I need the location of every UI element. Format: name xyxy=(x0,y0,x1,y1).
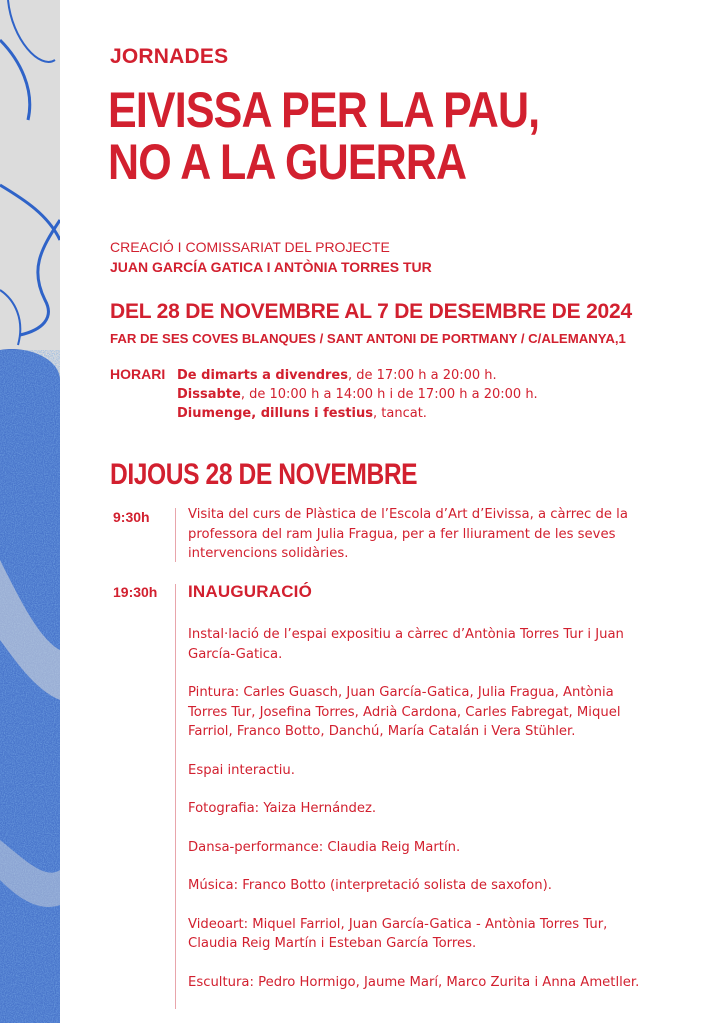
schedule-hours: , tancat. xyxy=(373,406,427,421)
event-dates: DEL 28 DE NOVEMBRE AL 7 DE DESEMBRE DE 2024 xyxy=(110,300,632,323)
detail-paragraph: Instal·lació de l’espai expositiu a càrrec d’Antònia Torres Tur i Juan García-Gatica. xyxy=(188,627,624,662)
schedule-days: Dissabte xyxy=(177,387,241,402)
event-title: INAUGURACIÓ xyxy=(188,582,313,601)
credits-label: CREACIÓ I COMISSARIAT DEL PROJECTE xyxy=(110,239,390,255)
detail-paragraph: Pintura: Carles Guasch, Juan García-Gatica, Julia Fragua, Antònia Torres Tur, Josefina Torres, Adrià Cardona, Carles Fabregat, Miquel Farriol, Franco Botto, Danchú, María Catalán i Vera Stühler. xyxy=(188,685,621,739)
detail-paragraph: Dansa-performance: Claudia Reig Martín. xyxy=(188,839,461,855)
schedule-hours: , de 10:00 h a 14:00 h i de 17:00 h a 20:00 h. xyxy=(240,387,538,402)
title-line-1: EIVISSA PER LA PAU, xyxy=(108,82,540,138)
event-description xyxy=(188,505,640,583)
event-time: 9:30h xyxy=(113,509,150,525)
kicker-label: JORNADES xyxy=(110,45,229,68)
credits-names: JUAN GARCÍA GATICA I ANTÒNIA TORRES TUR xyxy=(110,259,432,275)
schedule-lines xyxy=(177,366,538,423)
abstract-brush-art-icon xyxy=(0,0,60,1023)
detail-paragraph: Fotografia: Yaiza Hernández. xyxy=(188,801,377,816)
day-heading: DIJOUS 28 DE NOVEMBRE xyxy=(110,458,418,491)
schedule-line xyxy=(177,385,538,404)
detail-paragraph: Videoart: Miquel Farriol, Juan García-Gatica - Antònia Torres Tur, Claudia Reig Martín i Esteban García Torres. xyxy=(188,916,608,951)
schedule-days: Diumenge, dilluns i festius xyxy=(177,406,374,421)
schedule-hours: , de 17:00 h a 20:00 h. xyxy=(347,368,497,383)
timeline-divider xyxy=(175,584,176,1009)
title-line-2: NO A LA GUERRA xyxy=(108,134,467,190)
detail-paragraph: Escultura: Pedro Hormigo, Jaume Marí, Marco Zurita i Anna Ametller. xyxy=(188,974,640,990)
event-text: Visita del curs de Plàstica de l’Escola d’Art d’Eivissa, a càrrec de la professora del ram Julia Fragua, per a fer lliurament de les seves intervencions solidàries. xyxy=(188,507,628,561)
schedule-label: HORARI xyxy=(110,366,166,382)
event-venue: FAR DE SES COVES BLANQUES / SANT ANTONI DE PORTMANY / C/ALEMANYA,1 xyxy=(110,331,626,346)
event-details xyxy=(188,625,640,1011)
event-time: 19:30h xyxy=(113,584,158,600)
detail-paragraph: Música: Franco Botto (interpretació solista de saxofon). xyxy=(188,878,552,893)
schedule-line xyxy=(177,366,538,385)
schedule-days: De dimarts a divendres xyxy=(177,368,348,383)
decorative-artwork-strip xyxy=(0,0,60,1023)
schedule-line xyxy=(177,404,538,423)
page-title xyxy=(108,84,539,188)
detail-paragraph: Espai interactiu. xyxy=(188,762,295,778)
timeline-divider xyxy=(175,508,176,562)
